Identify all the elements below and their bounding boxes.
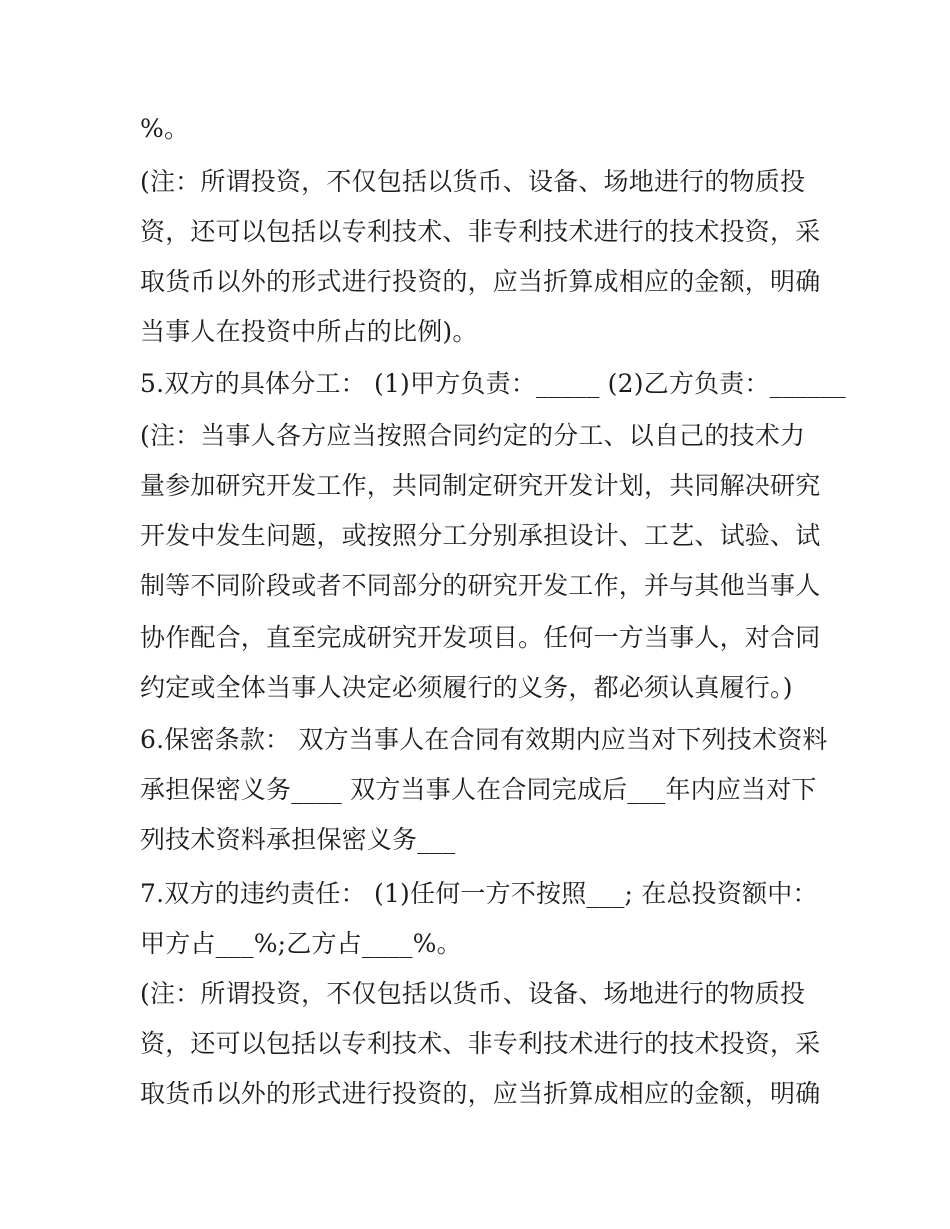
text-line: 开发中发生问题，或按照分工分别承担设计、工艺、试验、试: [140, 521, 821, 550]
text-line: 当事人在投资中所占的比例)。: [140, 317, 478, 346]
text-line: (注：当事人各方应当按照合同约定的分工、以自己的技术力: [140, 421, 806, 450]
text-line: 取货币以外的形式进行投资的，应当折算成相应的金额，明确: [140, 267, 821, 296]
text-line: 甲方占___%;乙方占____%。: [140, 929, 462, 958]
text-line: 量参加研究开发工作，共同制定研究开发计划，共同解决研究: [140, 471, 821, 500]
text-line: 制等不同阶段或者不同部分的研究开发工作，并与其他当事人: [140, 571, 821, 600]
text-line: 6.保密条款： 双方当事人在合同有效期内应当对下列技术资料: [140, 725, 828, 754]
text-line: 5.双方的具体分工： (1)甲方负责：_____ (2)乙方负责：______: [140, 369, 846, 398]
text-line: 协作配合，直至完成研究开发项目。任何一方当事人，对合同: [140, 623, 821, 652]
text-line: 列技术资料承担保密义务___: [140, 825, 456, 854]
text-line: 资，还可以包括以专利技术、非专利技术进行的技术投资，采: [140, 1029, 821, 1058]
text-line: (注：所谓投资，不仅包括以货币、设备、场地进行的物质投: [140, 979, 806, 1008]
text-line: 约定或全体当事人决定必须履行的义务，都必须认真履行。): [140, 673, 793, 702]
text-line: 资，还可以包括以专利技术、非专利技术进行的技术投资，采: [140, 217, 821, 246]
text-line: 7.双方的违约责任： (1)任何一方不按照___; 在总投资额中：: [140, 879, 818, 908]
text-line: (注：所谓投资，不仅包括以货币、设备、场地进行的物质投: [140, 167, 806, 196]
text-line: %。: [140, 114, 190, 143]
text-line: 取货币以外的形式进行投资的，应当折算成相应的金额，明确: [140, 1079, 821, 1108]
text-line: 承担保密义务____ 双方当事人在合同完成后___年内应当对下: [140, 775, 817, 804]
